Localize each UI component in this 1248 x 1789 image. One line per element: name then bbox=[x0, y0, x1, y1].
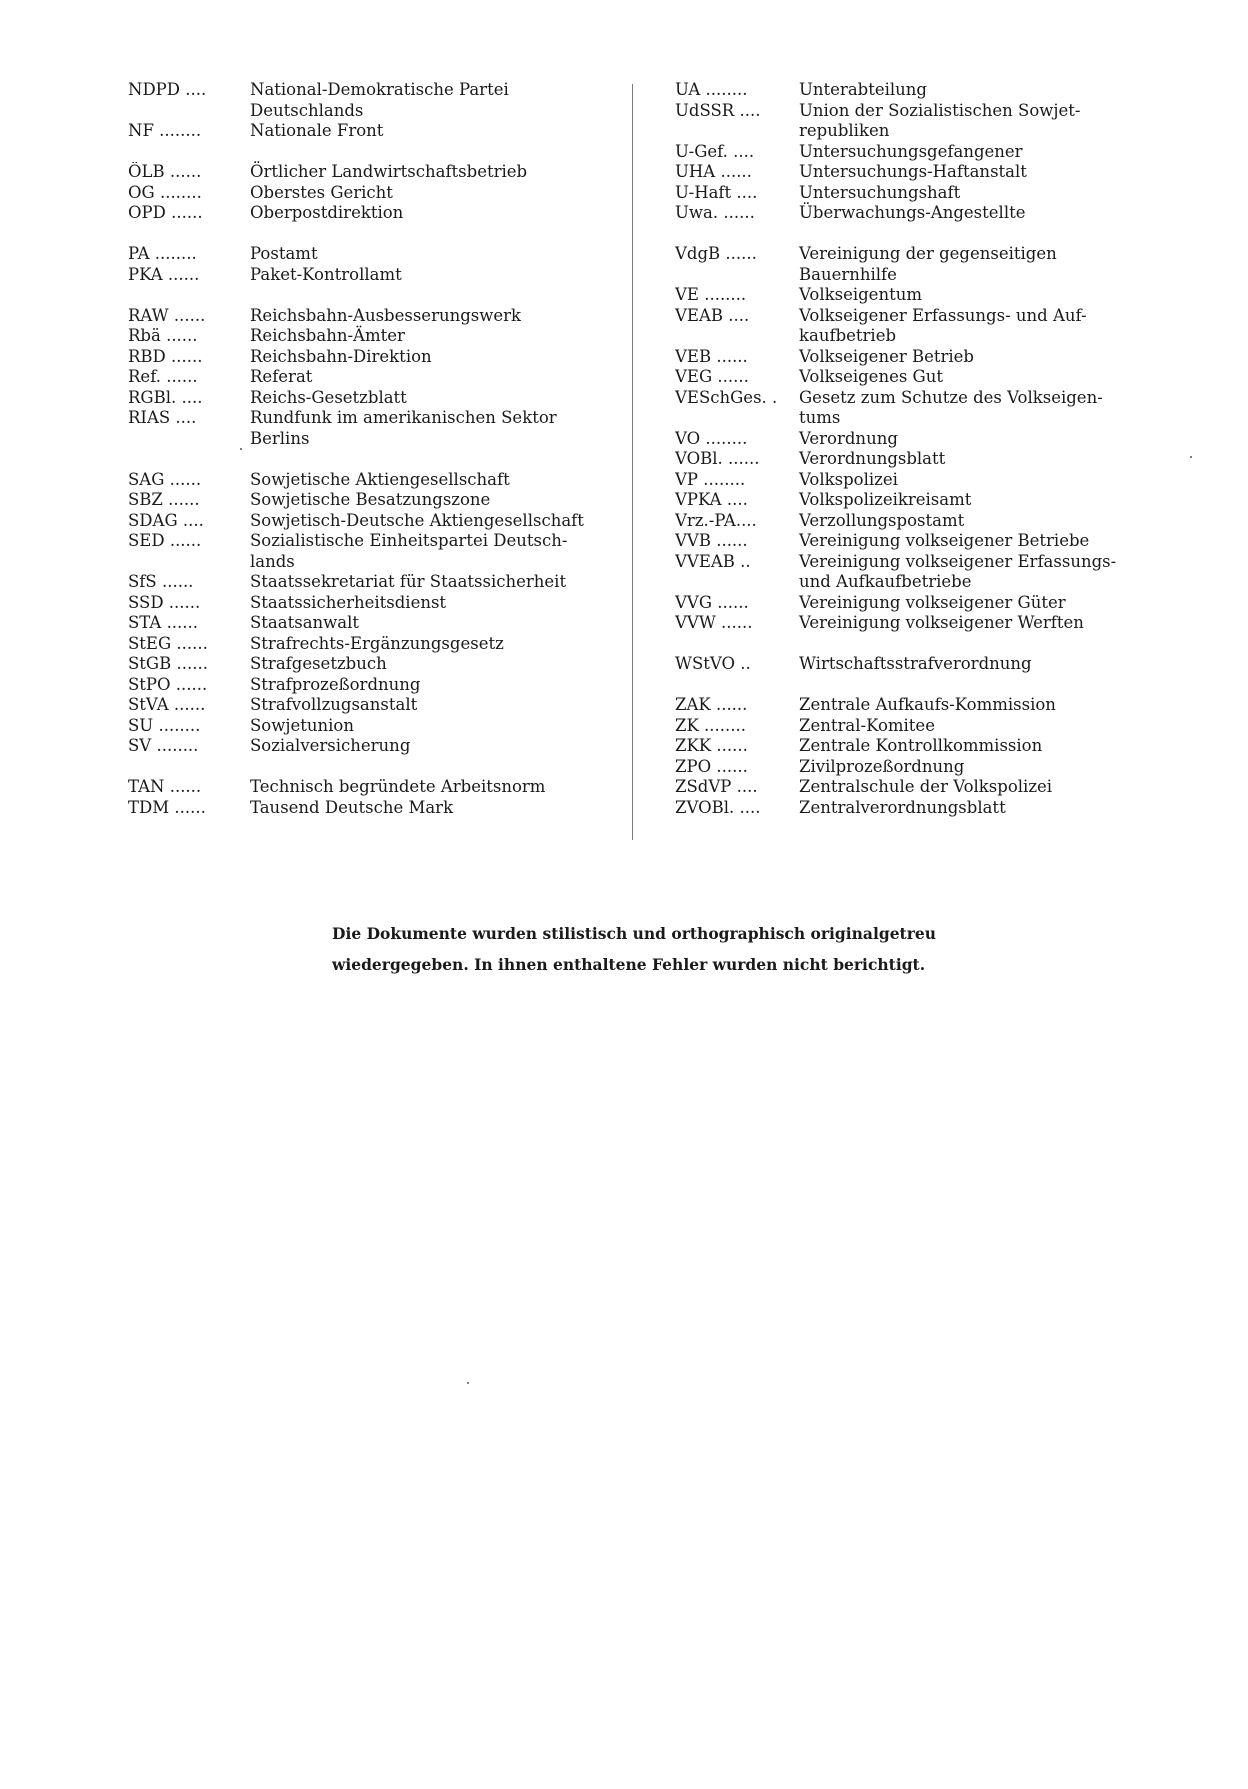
scan-speck bbox=[1190, 456, 1192, 458]
abbreviation-entry bbox=[128, 654, 598, 675]
abbreviation-term: StEG ...... bbox=[128, 633, 208, 653]
abbreviation-term: Ref. ...... bbox=[128, 367, 198, 386]
abbreviation-entry bbox=[675, 244, 1145, 285]
abbreviation-term: StGB ...... bbox=[128, 654, 208, 673]
abbreviation-entry bbox=[675, 798, 1145, 819]
meaning-line: Strafvollzugsanstalt bbox=[250, 695, 418, 714]
abbreviation-meaning bbox=[250, 634, 598, 655]
meaning-line: Reichsbahn-Ausbesserungswerk bbox=[250, 305, 522, 325]
scan-speck bbox=[240, 448, 242, 450]
meaning-line: Vereinigung der gegenseitigen bbox=[799, 244, 1057, 263]
meaning-line: Zentralverordnungsblatt bbox=[799, 797, 1006, 817]
abbreviation-entry bbox=[675, 142, 1145, 163]
abbreviation-term: VO ........ bbox=[675, 428, 748, 448]
meaning-line: Postamt bbox=[250, 244, 318, 263]
abbreviation-entry bbox=[128, 695, 598, 716]
meaning-line: Staatssicherheitsdienst bbox=[250, 592, 447, 612]
abbreviation-entry bbox=[128, 613, 598, 634]
meaning-line: tums bbox=[799, 408, 841, 427]
abbreviation-term: VEG ...... bbox=[675, 367, 749, 386]
abbreviation-entry bbox=[128, 716, 598, 737]
abbreviation-term: RIAS .... bbox=[128, 408, 197, 427]
abbreviation-term: SV ........ bbox=[128, 736, 199, 755]
meaning-line: Volkspolizeikreisamt bbox=[799, 490, 972, 509]
meaning-line: Union der Sozialistischen Sowjet- bbox=[799, 100, 1081, 120]
abbreviation-meaning bbox=[799, 367, 1145, 388]
abbreviation-term: TDM ...... bbox=[128, 797, 206, 817]
meaning-line: Reichs-Gesetzblatt bbox=[250, 387, 407, 407]
abbreviation-term: VOBl. ...... bbox=[675, 449, 760, 468]
abbreviation-entry bbox=[675, 593, 1145, 614]
scan-speck bbox=[467, 1382, 469, 1384]
abbreviation-meaning bbox=[799, 757, 1145, 778]
abbreviation-term: RAW ...... bbox=[128, 305, 206, 325]
meaning-line: Strafgesetzbuch bbox=[250, 654, 387, 673]
meaning-line: Verzollungspostamt bbox=[799, 510, 965, 530]
abbreviation-meaning bbox=[250, 183, 598, 204]
abbreviation-meaning bbox=[799, 552, 1145, 593]
abbreviation-entry bbox=[675, 695, 1145, 716]
meaning-line: lands bbox=[250, 551, 295, 571]
abbreviation-meaning bbox=[799, 203, 1145, 224]
abbreviation-meaning bbox=[799, 285, 1145, 306]
abbreviation-group bbox=[675, 654, 1145, 675]
abbreviation-meaning bbox=[250, 306, 598, 327]
abbreviation-entry bbox=[675, 429, 1145, 450]
meaning-line: Untersuchungshaft bbox=[799, 182, 961, 202]
abbreviation-entry bbox=[128, 531, 598, 572]
abbreviation-entry bbox=[675, 203, 1145, 224]
abbreviation-meaning bbox=[799, 593, 1145, 614]
abbreviation-entry bbox=[128, 162, 598, 183]
abbreviation-meaning bbox=[799, 429, 1145, 450]
abbreviation-term: UdSSR .... bbox=[675, 100, 761, 120]
abbreviation-meaning bbox=[250, 613, 598, 634]
abbreviation-meaning bbox=[799, 490, 1145, 511]
meaning-line: Untersuchungsgefangener bbox=[799, 141, 1023, 161]
abbreviation-entry bbox=[128, 470, 598, 491]
abbreviation-term: StVA ...... bbox=[128, 695, 206, 714]
abbreviation-entry bbox=[128, 80, 598, 121]
abbreviation-meaning bbox=[799, 347, 1145, 368]
abbreviation-term: NF ........ bbox=[128, 121, 202, 140]
abbreviation-meaning bbox=[250, 347, 598, 368]
abbreviation-term: VE ........ bbox=[675, 285, 747, 304]
abbreviation-term: VESchGes. . bbox=[675, 387, 778, 407]
abbreviation-term: U-Gef. .... bbox=[675, 141, 755, 161]
meaning-line: Zentrale Aufkaufs-Kommission bbox=[799, 695, 1056, 714]
abbreviation-list-right bbox=[675, 80, 1145, 839]
abbreviation-term: SBZ ...... bbox=[128, 490, 200, 509]
abbreviation-meaning bbox=[250, 162, 598, 183]
abbreviation-term: VVEAB .. bbox=[675, 551, 751, 571]
abbreviation-entry bbox=[675, 306, 1145, 347]
meaning-line: Zentral-Komitee bbox=[799, 715, 935, 735]
abbreviation-entry bbox=[675, 347, 1145, 368]
abbreviation-entry bbox=[128, 244, 598, 265]
abbreviation-meaning bbox=[799, 142, 1145, 163]
abbreviation-meaning bbox=[799, 736, 1145, 757]
meaning-line: Technisch begründete Arbeitsnorm bbox=[250, 777, 546, 796]
meaning-line: Volkseigentum bbox=[799, 285, 922, 304]
abbreviation-entry bbox=[128, 347, 598, 368]
abbreviation-entry bbox=[675, 531, 1145, 552]
meaning-line: Unterabteilung bbox=[799, 80, 927, 99]
abbreviation-group bbox=[128, 162, 598, 224]
abbreviation-term: VPKA .... bbox=[675, 490, 748, 509]
abbreviation-term: SAG ...... bbox=[128, 469, 202, 489]
meaning-line: Reichsbahn-Ämter bbox=[250, 326, 405, 345]
meaning-line: Strafprozeßordnung bbox=[250, 674, 421, 694]
meaning-line: Zentrale Kontrollkommission bbox=[799, 736, 1043, 755]
abbreviation-meaning bbox=[250, 326, 598, 347]
meaning-line: Verordnungsblatt bbox=[799, 449, 946, 468]
meaning-line: Vereinigung volkseigener Güter bbox=[799, 592, 1066, 612]
abbreviation-meaning bbox=[799, 244, 1145, 285]
meaning-line: Tausend Deutsche Mark bbox=[250, 797, 454, 817]
abbreviation-term: U-Haft .... bbox=[675, 182, 758, 202]
abbreviation-term: RGBl. .... bbox=[128, 387, 203, 407]
abbreviation-entry bbox=[128, 183, 598, 204]
meaning-line: Zivilprozeßordnung bbox=[799, 756, 965, 776]
abbreviation-entry bbox=[128, 634, 598, 655]
abbreviation-entry bbox=[675, 777, 1145, 798]
abbreviation-meaning bbox=[799, 798, 1145, 819]
abbreviation-meaning bbox=[250, 716, 598, 737]
abbreviation-term: ZPO ...... bbox=[675, 756, 748, 776]
abbreviation-term: SfS ...... bbox=[128, 572, 194, 591]
meaning-line: Sowjetische Besatzungszone bbox=[250, 490, 491, 509]
abbreviation-entry bbox=[128, 490, 598, 511]
abbreviation-term: SED ...... bbox=[128, 531, 202, 550]
abbreviation-meaning bbox=[799, 183, 1145, 204]
abbreviation-entry bbox=[675, 736, 1145, 757]
abbreviation-meaning bbox=[250, 531, 598, 572]
abbreviation-entry bbox=[128, 388, 598, 409]
abbreviation-entry bbox=[675, 162, 1145, 183]
meaning-line: National-Demokratische Partei bbox=[250, 80, 509, 99]
meaning-line: Volkseigener Betrieb bbox=[799, 346, 974, 366]
abbreviation-entry bbox=[675, 449, 1145, 470]
abbreviation-term: STA ...... bbox=[128, 613, 199, 632]
meaning-line: Sowjetische Aktiengesellschaft bbox=[250, 469, 510, 489]
abbreviation-entry bbox=[675, 367, 1145, 388]
abbreviation-term: SSD ...... bbox=[128, 592, 201, 612]
meaning-line: Sozialversicherung bbox=[250, 736, 411, 755]
abbreviation-meaning bbox=[799, 531, 1145, 552]
meaning-line: Volkseigenes Gut bbox=[799, 367, 943, 386]
abbreviation-term: ÖLB ...... bbox=[128, 162, 202, 181]
abbreviation-meaning bbox=[250, 80, 598, 121]
meaning-line: Staatssekretariat für Staatssicherheit bbox=[250, 572, 567, 591]
abbreviation-list-left bbox=[128, 80, 598, 839]
meaning-line: Untersuchungs-Haftanstalt bbox=[799, 162, 1027, 181]
abbreviation-meaning bbox=[799, 162, 1145, 183]
abbreviation-meaning bbox=[799, 654, 1145, 675]
abbreviation-meaning bbox=[250, 470, 598, 491]
abbreviation-entry bbox=[675, 101, 1145, 142]
abbreviation-entry bbox=[128, 798, 598, 819]
abbreviation-meaning bbox=[250, 572, 598, 593]
abbreviation-meaning bbox=[799, 101, 1145, 142]
meaning-line: Paket-Kontrollamt bbox=[250, 264, 402, 284]
abbreviation-meaning bbox=[250, 736, 598, 757]
abbreviation-meaning bbox=[799, 388, 1145, 429]
abbreviation-term: VdgB ...... bbox=[675, 244, 757, 263]
abbreviation-meaning bbox=[799, 470, 1145, 491]
abbreviation-meaning bbox=[250, 121, 598, 142]
abbreviation-meaning bbox=[250, 244, 598, 265]
abbreviation-meaning bbox=[250, 367, 598, 388]
meaning-line: und Aufkaufbetriebe bbox=[799, 572, 972, 591]
abbreviation-term: OG ........ bbox=[128, 182, 202, 202]
abbreviation-entry bbox=[675, 80, 1145, 101]
abbreviation-term: RBD ...... bbox=[128, 346, 203, 366]
abbreviation-entry bbox=[128, 777, 598, 798]
abbreviation-term: ZK ........ bbox=[675, 715, 746, 735]
abbreviation-entry bbox=[128, 572, 598, 593]
abbreviation-term: Vrz.-PA.... bbox=[675, 510, 757, 530]
column-divider bbox=[632, 84, 633, 840]
abbreviation-term: ZAK ...... bbox=[675, 695, 748, 714]
meaning-line: Wirtschaftsstrafverordnung bbox=[799, 654, 1032, 673]
abbreviation-group bbox=[128, 80, 598, 142]
abbreviation-entry bbox=[675, 285, 1145, 306]
abbreviation-term: PKA ...... bbox=[128, 264, 200, 284]
meaning-line: Reichsbahn-Direktion bbox=[250, 346, 432, 366]
meaning-line: Vereinigung volkseigener Betriebe bbox=[799, 531, 1090, 550]
abbreviation-entry bbox=[128, 306, 598, 327]
meaning-line: Strafrechts-Ergänzungsgesetz bbox=[250, 633, 504, 653]
editorial-note-line-2: wiedergegeben. In ihnen enthaltene Fehler wurden nicht berichtigt. bbox=[332, 955, 926, 974]
meaning-line: Sozialistische Einheitspartei Deutsch- bbox=[250, 531, 568, 550]
meaning-line: Oberstes Gericht bbox=[250, 182, 393, 202]
editorial-note-line-1: Die Dokumente wurden stilistisch und orthographisch originalgetreu bbox=[332, 924, 937, 943]
abbreviation-term: ZKK ...... bbox=[675, 736, 748, 755]
abbreviation-entry bbox=[675, 388, 1145, 429]
abbreviation-meaning bbox=[799, 306, 1145, 347]
abbreviation-entry bbox=[128, 511, 598, 532]
abbreviation-meaning bbox=[799, 716, 1145, 737]
abbreviation-entry bbox=[675, 183, 1145, 204]
meaning-line: Staatsanwalt bbox=[250, 613, 360, 632]
abbreviation-meaning bbox=[250, 777, 598, 798]
abbreviation-term: VP ........ bbox=[675, 469, 746, 489]
abbreviation-entry bbox=[128, 675, 598, 696]
abbreviation-meaning bbox=[250, 265, 598, 286]
meaning-line: Verordnung bbox=[799, 428, 898, 448]
meaning-line: Berlins bbox=[250, 428, 310, 448]
abbreviation-group bbox=[675, 80, 1145, 224]
meaning-line: Vereinigung volkseigener Erfassungs- bbox=[799, 551, 1117, 571]
abbreviation-entry bbox=[675, 613, 1145, 634]
abbreviation-meaning bbox=[250, 675, 598, 696]
abbreviation-meaning bbox=[250, 511, 598, 532]
abbreviation-meaning bbox=[250, 408, 598, 449]
meaning-line: Bauernhilfe bbox=[799, 264, 897, 284]
meaning-line: Gesetz zum Schutze des Volkseigen- bbox=[799, 387, 1103, 407]
abbreviation-meaning bbox=[250, 593, 598, 614]
abbreviation-entry bbox=[675, 490, 1145, 511]
meaning-line: Überwachungs-Angestellte bbox=[799, 203, 1026, 222]
abbreviation-entry bbox=[675, 716, 1145, 737]
meaning-line: Rundfunk im amerikanischen Sektor bbox=[250, 408, 557, 427]
abbreviation-entry bbox=[128, 326, 598, 347]
abbreviation-meaning bbox=[799, 777, 1145, 798]
abbreviation-term: SU ........ bbox=[128, 715, 201, 735]
abbreviation-group bbox=[675, 695, 1145, 818]
abbreviation-term: PA ........ bbox=[128, 244, 197, 263]
meaning-line: Oberpostdirektion bbox=[250, 203, 404, 222]
abbreviation-meaning bbox=[799, 613, 1145, 634]
abbreviation-entry bbox=[128, 736, 598, 757]
abbreviation-entry bbox=[128, 265, 598, 286]
abbreviation-entry bbox=[675, 470, 1145, 491]
abbreviation-term: VVB ...... bbox=[675, 531, 748, 550]
abbreviation-term: OPD ...... bbox=[128, 203, 203, 222]
abbreviation-term: UHA ...... bbox=[675, 162, 752, 181]
abbreviation-term: UA ........ bbox=[675, 80, 748, 99]
meaning-line: kaufbetrieb bbox=[799, 326, 897, 345]
abbreviation-entry bbox=[128, 121, 598, 142]
abbreviation-entry bbox=[128, 203, 598, 224]
abbreviation-meaning bbox=[799, 695, 1145, 716]
abbreviation-entry bbox=[128, 408, 598, 449]
meaning-line: Zentralschule der Volkspolizei bbox=[799, 777, 1053, 796]
abbreviation-meaning bbox=[799, 449, 1145, 470]
abbreviation-term: WStVO .. bbox=[675, 654, 751, 673]
abbreviation-term: StPO ...... bbox=[128, 674, 208, 694]
abbreviation-group bbox=[128, 306, 598, 450]
abbreviation-term: VVW ...... bbox=[675, 613, 753, 632]
meaning-line: Volkspolizei bbox=[799, 469, 898, 489]
meaning-line: Sowjetisch-Deutsche Aktiengesellschaft bbox=[250, 510, 584, 530]
abbreviation-entry bbox=[128, 593, 598, 614]
abbreviation-meaning bbox=[250, 798, 598, 819]
abbreviation-term: ZVOBl. .... bbox=[675, 797, 761, 817]
abbreviation-group bbox=[675, 244, 1145, 634]
abbreviation-term: VVG ...... bbox=[675, 592, 749, 612]
meaning-line: Vereinigung volkseigener Werften bbox=[799, 613, 1084, 632]
editorial-note bbox=[332, 918, 972, 980]
abbreviation-meaning bbox=[250, 203, 598, 224]
abbreviation-term: VEB ...... bbox=[675, 346, 748, 366]
abbreviation-entry bbox=[675, 511, 1145, 532]
abbreviation-entry bbox=[675, 757, 1145, 778]
abbreviation-term: Uwa. ...... bbox=[675, 203, 755, 222]
abbreviation-group bbox=[128, 244, 598, 285]
abbreviation-group bbox=[128, 470, 598, 757]
abbreviation-term: NDPD .... bbox=[128, 80, 207, 99]
abbreviation-meaning bbox=[799, 511, 1145, 532]
abbreviation-meaning bbox=[250, 388, 598, 409]
meaning-line: Örtlicher Landwirtschaftsbetrieb bbox=[250, 162, 528, 181]
abbreviation-term: SDAG .... bbox=[128, 510, 204, 530]
meaning-line: Deutschlands bbox=[250, 100, 364, 120]
abbreviation-entry bbox=[675, 552, 1145, 593]
abbreviation-meaning bbox=[250, 695, 598, 716]
meaning-line: Sowjetunion bbox=[250, 715, 354, 735]
abbreviation-term: ZSdVP .... bbox=[675, 777, 758, 796]
abbreviation-term: TAN ...... bbox=[128, 777, 202, 796]
meaning-line: Referat bbox=[250, 367, 313, 386]
abbreviation-meaning bbox=[250, 490, 598, 511]
abbreviation-meaning bbox=[799, 80, 1145, 101]
abbreviation-entry bbox=[128, 367, 598, 388]
abbreviation-entry bbox=[675, 654, 1145, 675]
abbreviation-group bbox=[128, 777, 598, 818]
abbreviation-term: VEAB .... bbox=[675, 305, 750, 325]
abbreviation-meaning bbox=[250, 654, 598, 675]
meaning-line: Nationale Front bbox=[250, 121, 384, 140]
meaning-line: republiken bbox=[799, 121, 890, 140]
meaning-line: Volkseigener Erfassungs- und Auf- bbox=[799, 305, 1087, 325]
abbreviation-term: Rbä ...... bbox=[128, 326, 198, 345]
